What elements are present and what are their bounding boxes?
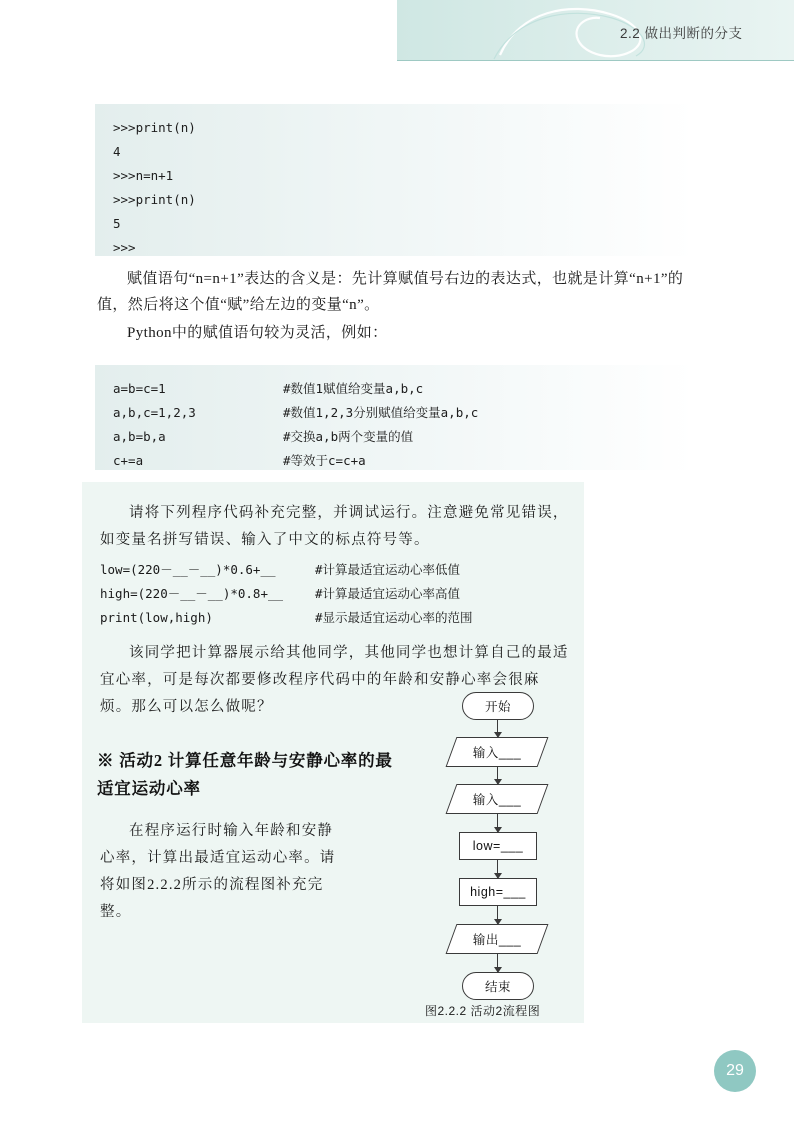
code-comment: #显示最适宜运动心率的范围 bbox=[315, 610, 473, 625]
panel-code-block bbox=[100, 558, 580, 630]
flow-arrow bbox=[497, 814, 498, 832]
flow-node-end: 结束 bbox=[462, 972, 534, 1000]
flow-arrow bbox=[497, 860, 498, 878]
code-row bbox=[100, 606, 580, 630]
code-line: >>>print(n) bbox=[113, 192, 196, 207]
code-text: a,b=b,a bbox=[113, 429, 166, 444]
page-number-badge: 29 bbox=[714, 1050, 756, 1092]
activity-heading: ※ 活动2 计算任意年龄与安静心率的最适宜运动心率 bbox=[97, 751, 393, 798]
code-text: a=b=c=1 bbox=[113, 381, 166, 396]
code-row bbox=[113, 425, 695, 449]
flow-node-high-calc: high=___ bbox=[459, 878, 537, 906]
code-line: 4 bbox=[113, 144, 121, 159]
code-line: >>> bbox=[113, 240, 136, 255]
code-row bbox=[113, 449, 695, 473]
code-comment: #等效于c=c+a bbox=[283, 453, 366, 468]
code-comment: #数值1赋值给变量a,b,c bbox=[283, 381, 424, 396]
code-block-assignment-examples bbox=[95, 365, 695, 470]
code-comment: #数值1,2,3分别赋值给变量a,b,c bbox=[283, 405, 479, 420]
code-comment: #计算最适宜运动心率高值 bbox=[315, 586, 461, 601]
flow-node-low-calc: low=___ bbox=[459, 832, 537, 860]
code-text: a,b,c=1,2,3 bbox=[113, 405, 196, 420]
code-text: high=(220－__－__)*0.8+__ bbox=[100, 586, 284, 601]
flow-arrow bbox=[497, 906, 498, 924]
flow-node-start: 开始 bbox=[462, 692, 534, 720]
flow-arrow bbox=[497, 720, 498, 737]
flow-node-label: 输入___ bbox=[472, 746, 522, 760]
code-line: 5 bbox=[113, 216, 121, 231]
flow-node-input-2 bbox=[451, 784, 543, 814]
code-line: >>>print(n) bbox=[113, 120, 196, 135]
panel-paragraph: 该同学把计算器展示给其他同学，其他同学也想计算自己的最适宜心率，可是每次都要修改程序代码中的年龄和安静心率会很麻烦。那么可以怎么做呢？ bbox=[100, 645, 569, 715]
flow-node-label: 输入___ bbox=[472, 793, 522, 807]
body-paragraph: Python中的赋值语句较为灵活，例如： bbox=[127, 325, 388, 341]
code-text: low=(220－__－__)*0.6+__ bbox=[100, 562, 276, 577]
code-row bbox=[113, 401, 695, 425]
header-divider bbox=[397, 60, 794, 61]
flow-node-input-1 bbox=[451, 737, 543, 767]
code-comment: #交换a,b两个变量的值 bbox=[283, 429, 414, 444]
page-title: 2.2 做出判断的分支 bbox=[620, 26, 743, 41]
body-paragraph: 赋值语句“n=n+1”表达的含义是：先计算赋值号右边的表达式，也就是计算“n+1”的值，然后将这个值“赋”给左边的变量“n”。 bbox=[97, 271, 684, 313]
code-text: print(low,high) bbox=[100, 610, 213, 625]
code-row bbox=[100, 558, 580, 582]
flow-arrow bbox=[497, 767, 498, 784]
code-line: >>>n=n+1 bbox=[113, 168, 174, 183]
flow-node-output bbox=[451, 924, 543, 954]
flowchart bbox=[420, 692, 580, 1012]
panel-paragraph: 在程序运行时输入年龄和安静心率，计算出最适宜运动心率。请将如图2.2.2所示的流程图补充完整。 bbox=[100, 823, 336, 920]
code-row bbox=[113, 377, 695, 401]
flow-node-label: 输出___ bbox=[472, 933, 522, 947]
flow-arrow bbox=[497, 954, 498, 972]
code-block-console bbox=[95, 104, 695, 256]
code-text: c+=a bbox=[113, 453, 144, 468]
code-comment: #计算最适宜运动心率低值 bbox=[315, 562, 461, 577]
panel-instruction-paragraph: 请将下列程序代码补充完整，并调试运行。注意避免常见错误，如变量名拼写错误、输入了中文的标点符号等。 bbox=[100, 505, 569, 548]
code-row bbox=[100, 582, 580, 606]
figure-caption: 图2.2.2 活动2流程图 bbox=[425, 1004, 541, 1018]
